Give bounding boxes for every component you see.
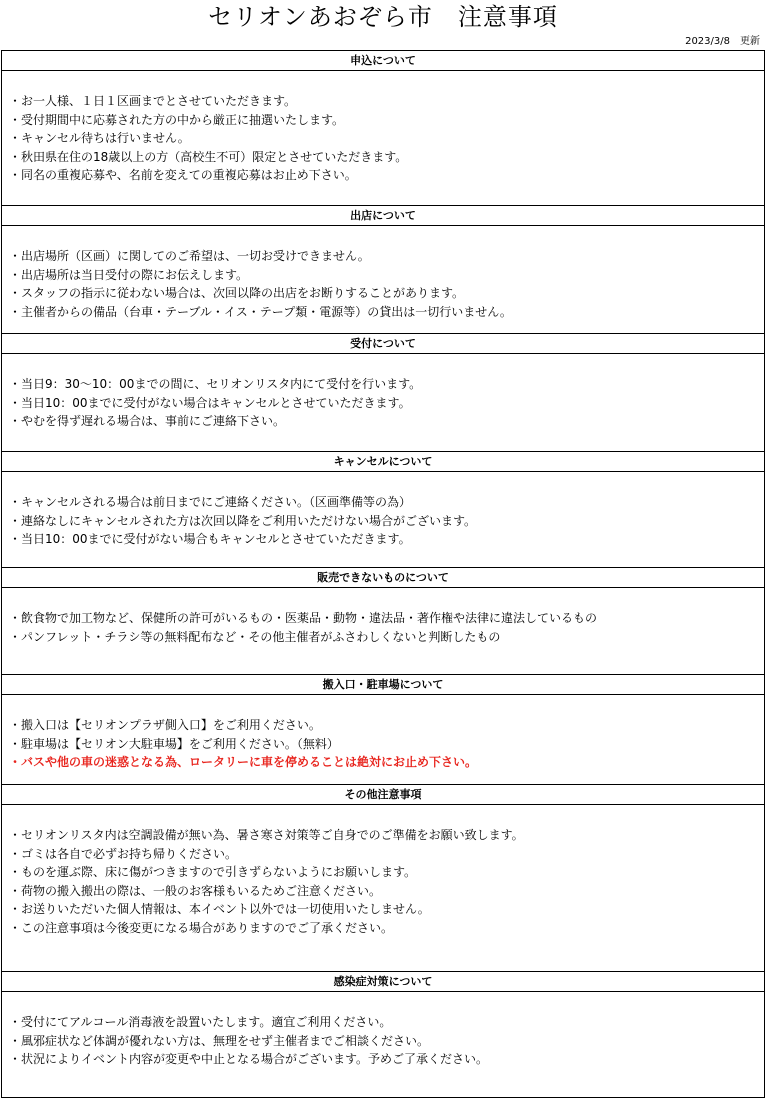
section-body (2, 695, 764, 772)
list-item: ・セリオンリスタ内は空調設備が無い為、暑さ寒さ対策等ご自身でのご準備をお願い致します。 (9, 828, 524, 842)
section-infection-control (1, 972, 765, 1098)
section-reception (1, 334, 765, 452)
section-heading: 申込について (2, 51, 764, 71)
list-item: ・パンフレット・チラシ等の無料配布など・その他主催者がふさわしくないと判断したもの (9, 629, 501, 644)
section-application (1, 50, 765, 206)
list-item: ・当日10：00までに受付がない場合はキャンセルとさせていただきます。 (9, 395, 411, 410)
list-item: ・風邪症状など体調が優れない方は、無理をせず主催者までご相談ください。 (9, 1033, 430, 1048)
section-body (2, 71, 764, 185)
section-other-notes (1, 785, 765, 972)
list-item: ・スタッフの指示に従わない場合は、次回以降の出店をお断りすることがあります。 (9, 286, 465, 300)
list-item: ・出店場所は当日受付の際にお伝えします。 (9, 267, 249, 282)
section-heading: 感染症対策について (2, 972, 764, 992)
list-item: ・主催者からの備品（台車・テーブル・イス・テープ類・電源等）の貸出は一切行いません。 (9, 304, 512, 319)
section-prohibited-items (1, 568, 765, 675)
list-item: ・ものを運ぶ際、床に傷がつきますので引きずらないようにお願いします。 (9, 865, 417, 879)
section-body (2, 805, 764, 937)
section-body (2, 226, 764, 321)
list-item: ・やむを得ず遅れる場合は、事前にご連絡下さい。 (9, 414, 286, 428)
list-item: ・お送りいただいた個人情報は、本イベント以外では一切使用いたしません。 (9, 902, 430, 916)
section-body (2, 992, 764, 1069)
list-item: ・お一人様、１日１区画までとさせていただきます。 (9, 94, 297, 108)
list-item: ・秋田県在住の18歳以上の方（高校生不可）限定とさせていただきます。 (9, 149, 408, 164)
section-heading: 搬入口・駐車場について (2, 675, 764, 695)
section-booth (1, 206, 765, 334)
section-heading: 販売できないものについて (2, 568, 764, 588)
list-item: ・この注意事項は今後変更になる場合がありますのでご了承ください。 (9, 920, 394, 935)
list-item: ・搬入口は【セリオンプラザ側入口】をご利用ください。 (9, 718, 321, 732)
section-heading: 受付について (2, 334, 764, 354)
section-body (2, 588, 764, 646)
section-heading: その他注意事項 (2, 785, 764, 805)
list-item: ・受付期間中に応募された方の中から厳正に抽選いたします。 (9, 112, 345, 127)
list-item: ・荷物の搬入搬出の際は、一般のお客様もいるためご注意ください。 (9, 883, 382, 898)
section-entrance-parking (1, 675, 765, 785)
list-item: ・受付にてアルコール消毒液を設置いたします。適宜ご利用ください。 (9, 1015, 392, 1029)
section-body (2, 472, 764, 549)
list-item: ・キャンセル待ちは行いません。 (9, 131, 190, 145)
list-item: ・状況によりイベント内容が変更や中止となる場合がございます。予めご了承ください。 (9, 1052, 489, 1066)
document-title: セリオンあおぞら市 注意事項 (208, 3, 558, 31)
updated-date: 2023/3/8 更新 (685, 36, 760, 47)
section-heading: キャンセルについて (2, 452, 764, 472)
section-body (2, 354, 764, 431)
list-item: ・駐車場は【セリオン大駐車場】をご利用ください。（無料） (9, 736, 339, 751)
notice-sections (1, 50, 765, 1098)
list-item: ・同名の重複応募や、名前を変えての重複応募はお止め下さい。 (9, 168, 357, 182)
list-item: ・キャンセルされる場合は前日までにご連絡ください。（区画準備等の為） (9, 495, 412, 509)
section-cancellation (1, 452, 765, 568)
section-heading: 出店について (2, 206, 764, 226)
list-item: ・飲食物で加工物など、保健所の許可がいるもの・医薬品・動物・違法品・著作権や法律に違法しているもの (9, 611, 598, 625)
list-item: ・出店場所（区画）に関してのご希望は、一切お受けできません。 (9, 249, 370, 263)
list-item: ・ゴミは各自で必ずお持ち帰りください。 (9, 846, 238, 861)
list-item: ・当日9：30～10：00までの間に、セリオンリスタ内にて受付を行います。 (9, 377, 422, 391)
list-item: ・当日10：00までに受付がない場合もキャンセルとさせていただきます。 (9, 532, 411, 546)
warning-item: ・バスや他の車の迷惑となる為、ロータリーに車を停めることは絶対にお止め下さい。 (9, 755, 478, 769)
list-item: ・連絡なしにキャンセルされた方は次回以降をご利用いただけない場合がございます。 (9, 513, 477, 528)
